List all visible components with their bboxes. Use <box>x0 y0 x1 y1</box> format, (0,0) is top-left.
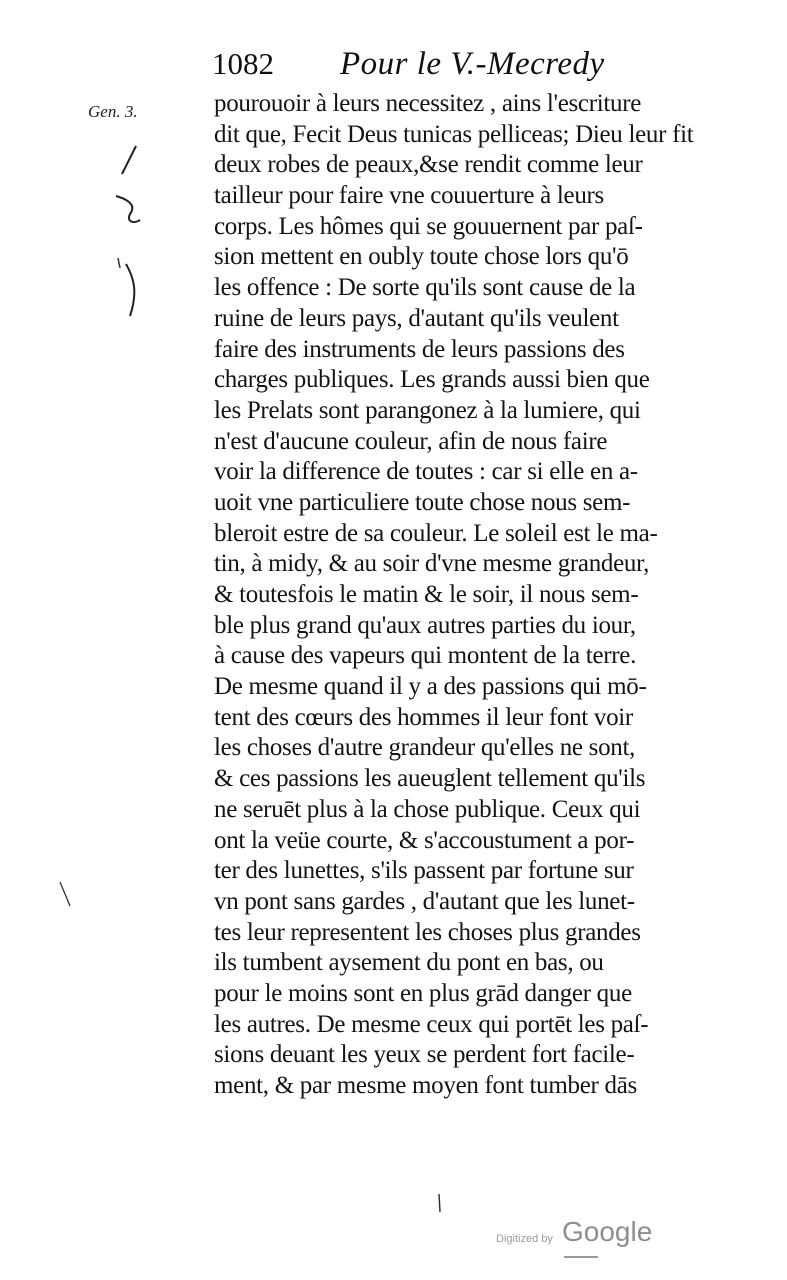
text-line: tes leur representent les choses plus grandes <box>214 918 641 946</box>
text-line: & toutesfois le matin & le soir, il nous sem- <box>214 581 639 608</box>
text-line: tailleur pour faire vne couuerture à leurs <box>214 182 604 210</box>
body-text <box>214 89 734 1102</box>
text-line: n'est d'aucune couleur, afin de nous faire <box>214 427 608 455</box>
text-line: ne seruēt plus à la chose publique. Ceux qui <box>214 795 641 823</box>
text-line: tent des cœurs des hommes il leur font voir <box>214 703 633 731</box>
text-line: pourouoir à leurs necessitez , ains l'escriture <box>214 90 642 117</box>
text-line: charges publiques. Les grands aussi bien que <box>214 366 650 394</box>
text-line: les autres. De mesme ceux qui portēt les paſ- <box>214 1010 649 1038</box>
text-line: pour le moins sont en plus grād danger que <box>214 979 632 1007</box>
text-line: faire des instruments de leurs passions des <box>214 335 625 363</box>
text-line: sion mettent en oubly toute chose lors qu'ō <box>214 243 629 271</box>
text-line: ment, & par mesme moyen font tumber dās <box>214 1072 637 1099</box>
handwritten-margin-mark <box>100 140 160 320</box>
margin-note: Gen. 3. <box>88 102 138 121</box>
text-line: corps. Les hômes qui se gouuernent par paſ- <box>214 212 643 240</box>
text-line: deux robes de peaux,&se rendit comme leur <box>214 151 643 179</box>
text-line: uoit vne particuliere toute chose nous sem- <box>214 488 631 516</box>
text-line: voir la difference de toutes : car si elle en a- <box>214 458 638 486</box>
page-header <box>212 46 732 90</box>
digitized-watermark <box>490 1216 690 1256</box>
watermark-prefix: Digitized by <box>496 1233 553 1245</box>
text-line: ont la veüe courte, & s'accoustument a por- <box>214 826 635 854</box>
text-line: à cause des vapeurs qui montent de la terre. <box>214 642 637 670</box>
stray-ink-mark <box>434 1190 444 1220</box>
watermark-brand: Google <box>562 1216 653 1247</box>
text-line: vn pont sans gardes , d'autant que les lunet- <box>214 887 635 915</box>
text-line: ter des lunettes, s'ils passent par fortune sur <box>214 857 634 885</box>
text-line: les choses d'autre grandeur qu'elles ne sont, <box>214 734 636 762</box>
text-line: ruine de leurs pays, d'autant qu'ils veulent <box>214 304 619 332</box>
text-line: les Prelats sont parangonez à la lumiere, qui <box>214 396 641 424</box>
text-line: ils tumbent aysement du pont en bas, ou <box>214 949 604 977</box>
text-line: sions deuant les yeux se perdent fort facile- <box>214 1041 635 1069</box>
text-line: bleroit estre de sa couleur. Le soleil est le ma- <box>214 519 658 547</box>
running-title: Pour le V.-Mecredy <box>340 46 605 82</box>
page-number: 1082 <box>212 46 274 81</box>
text-line: & ces passions les aueuglent tellement qu'ils <box>214 765 646 793</box>
stray-ink-mark <box>56 880 76 910</box>
text-line: dit que, Fecit Deus tunicas pelliceas; Dieu leur fit <box>214 120 694 148</box>
watermark-underline <box>564 1256 598 1258</box>
text-line: les offence : De sorte qu'ils sont cause de la <box>214 274 636 302</box>
text-line: ble plus grand qu'aux autres parties du iour, <box>214 611 636 639</box>
text-line: De mesme quand il y a des passions qui mō- <box>214 673 647 701</box>
text-line: tin, à midy, & au soir d'vne mesme grandeur, <box>214 550 650 578</box>
